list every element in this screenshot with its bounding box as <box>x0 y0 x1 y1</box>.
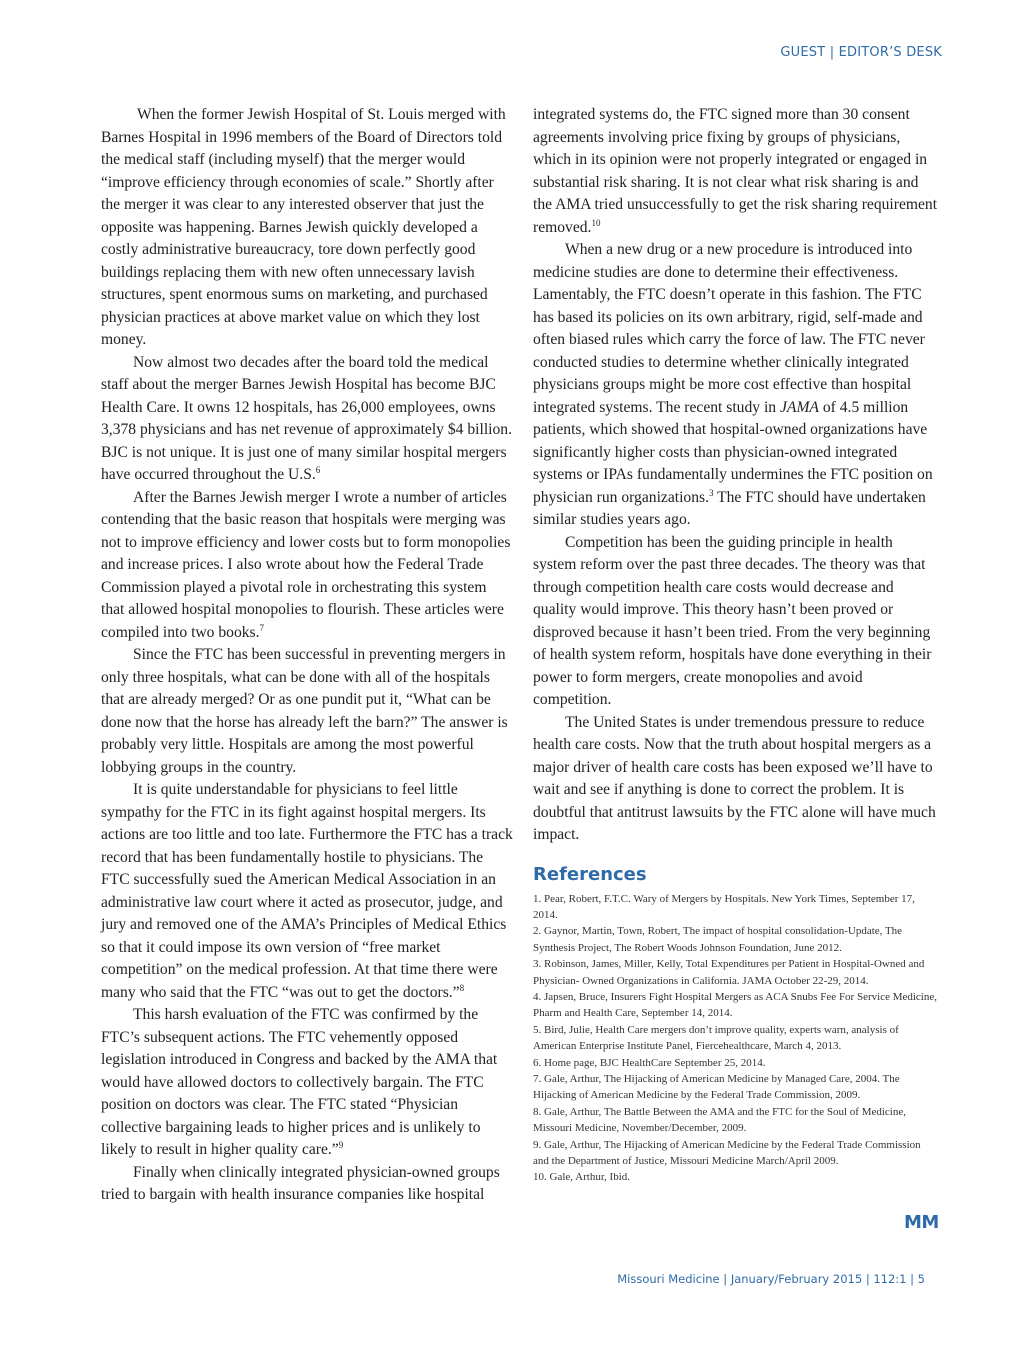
footnote-marker: 10 <box>591 217 601 228</box>
references-list <box>533 891 938 1186</box>
footnote-marker: 3 <box>708 487 714 498</box>
body-paragraph: It is quite understandable for physicians to feel little sympathy for the FTC in its fight against hospital mergers. Its actions are too little and too late. Furthermore the FTC has a track record that has been fundamentally hostile to physicians. The FTC successfully sued the American Medical Association in an administrative law court where it acted as prosecutor, judge, and jury and removed one of the AMA’s Principles of Medical Ethics so that it could impose its own version of “free market competition” on the medical profession. At that time there were many who said that the FTC “was out to get the doctors.”$^8$ <box>101 781 513 1001</box>
footnote-marker: 8 <box>459 982 465 993</box>
missouri-medicine-logo: MM <box>904 1212 939 1233</box>
page-footer: Missouri Medicine | January/February 2015 | 112:1 | 5 <box>617 1272 925 1286</box>
footnote-marker: 9 <box>338 1139 344 1150</box>
references-heading: References <box>533 863 647 885</box>
reference-item: 3. Robinson, James, Miller, Kelly, Total Expenditures per Patient in Hospital-Owned and Physician- Owned Organizations in California. JAMA October 22-29, 2014. <box>533 958 925 987</box>
body-paragraph: Finally when clinically integrated physician-owned groups tried to bargain with health insurance companies like hospital <box>101 1163 500 1203</box>
footnote-marker: 6 <box>315 464 321 475</box>
journal-name: JAMA <box>780 398 819 416</box>
right-column <box>533 104 938 1186</box>
reference-item: 7. Gale, Arthur, The Hijacking of American Medicine by Managed Care, 2004. The Hijacking of American Medicine by the Federal Trade Commission, 2009. <box>533 1072 900 1102</box>
reference-item: 9. Gale, Arthur, The Hijacking of American Medicine by the Federal Trade Commission and the Department of Justice, Missouri Medicine March/April 2009. <box>533 1138 921 1167</box>
body-paragraph: This harsh evaluation of the FTC was confirmed by the FTC’s subsequent actions. The FTC vehemently opposed legislation introduced in Congress and backed by the AMA that would have allowed doctors to collectively bargain. The FTC position on doctors was clear. The FTC stated “Physician collective bargaining leads to higher prices and is unlikely to likely to result in higher quality care.”$^9$ <box>101 1006 498 1158</box>
body-paragraph: When the former Jewish Hospital of St. Louis merged with Barnes Hospital in 1996 members of the Board of Directors told the medical staff (including myself) that the merger would “improve efficiency through economies of scale.” Shortly after the merger it was clear to any interested observer that just the opposite was happening. Barnes Jewish quickly developed a costly administrative bureaucracy, tore down perfectly good buildings replacing them with new often unnecessary lavish structures, spent enormous sums on marketing, and purchased physician practices at above market value on which they lost money. <box>101 106 506 348</box>
section-header: GUEST | EDITOR’S DESK <box>780 45 942 60</box>
reference-item: 8. Gale, Arthur, The Battle Between the AMA and the FTC for the Soul of Medicine, Missouri Medicine, November/December, 2009. <box>533 1105 906 1135</box>
reference-item: 4. Japsen, Bruce, Insurers Fight Hospital Mergers as ACA Snubs Fee For Service Medicine, Pharm and Health Care, September 14, 2014. <box>533 990 937 1020</box>
reference-item: 10. Gale, Arthur, Ibid. <box>533 1171 631 1184</box>
body-paragraph: Now almost two decades after the board told the medical staff about the merger Barnes Jewish Hospital has become BJC Health Care. It owns 12 hospitals, has 26,000 employees, owns 3,378 physicians and has net revenue of approximately $4 billion. BJC is not unique. It is just one of many similar hospital mergers have occurred throughout the U.S.$^6$ <box>101 353 512 483</box>
reference-item: 2. Gaynor, Martin, Town, Robert, The impact of hospital consolidation-Update, The Synthesis Project, The Robert Woods Johnson Foundation, June 2012. <box>533 925 903 954</box>
body-paragraph: Competition has been the guiding principle in health system reform over the past three decades. The theory was that through competition health care costs would decrease and quality would improve. This theory hasn’t been proved or disproved because it hasn’t been tried. From the very beginning of health system reform, hospitals have done everything in their power to form mergers, create monopolies and avoid competition. <box>533 533 932 708</box>
body-paragraph: integrated systems do, the FTC signed more than 30 consent agreements involving price fixing by groups of physicians, which in its opinion were not properly integrated or engaged in substantial risk sharing. It is not clear what risk sharing is and the AMA tried unsuccessfully to get the risk sharing requirement removed.$^{10}$ <box>533 106 938 236</box>
reference-item: 6. Home page, BJC HealthCare September 25, 2014. <box>533 1056 766 1069</box>
reference-item: 5. Bird, Julie, Health Care mergers don’t improve quality, experts warn, analysis of American Enterprise Institute Panel, Fiercehealthcare, March 4, 2013. <box>533 1023 899 1053</box>
left-column <box>101 104 513 1207</box>
body-paragraph: When a new drug or a new procedure is introduced into medicine studies are done to determine their effectiveness. Lamentably, the FTC doesn’t operate in this fashion. The FTC has based its policies on its own arbitrary, rigid, self-made and often biased rules which carry the force of law. The FTC never conducted studies to determine whether clinically integrated physicians groups might be more cost effective than hospital integrated systems. The recent study in JAMA of 4.5 million patients, which showed that hospital-owned organizations have significantly higher costs than physician-owned integrated systems or IPAs fundamentally undermines the FTC position on physician run organizations.$^3$ The FTC should have undertaken similar studies years ago. <box>533 241 933 528</box>
body-paragraph: Since the FTC has been successful in preventing mergers in only three hospitals, what can be done with all of the hospitals that are already merged? Or as one pundit put it, “What can be done now that the horse has already left the barn?” The answer is probably very little. Hospitals are among the most powerful lobbying groups in the country. <box>101 646 508 776</box>
reference-item: 1. Pear, Robert, F.T.C. Wary of Mergers by Hospitals. New York Times, September 17, 2014. <box>533 892 915 921</box>
body-paragraph: The United States is under tremendous pressure to reduce health care costs. Now that the truth about hospital mergers as a major driver of health care costs has been exposed we’ll have to wait and see if anything is done to correct the problem. It is doubtful that antitrust lawsuits by the FTC alone will have much impact. <box>533 713 936 843</box>
body-paragraph: After the Barnes Jewish merger I wrote a number of articles contending that the basic reason that hospitals were merging was not to improve efficiency and lower costs but to form monopolies and increase prices. I also wrote about how the Federal Trade Commission played a pivotal role in orchestrating this system that allowed hospital monopolies to flourish. These articles were compiled into two books.$^7$ <box>101 488 511 641</box>
footnote-marker: 7 <box>259 622 265 633</box>
